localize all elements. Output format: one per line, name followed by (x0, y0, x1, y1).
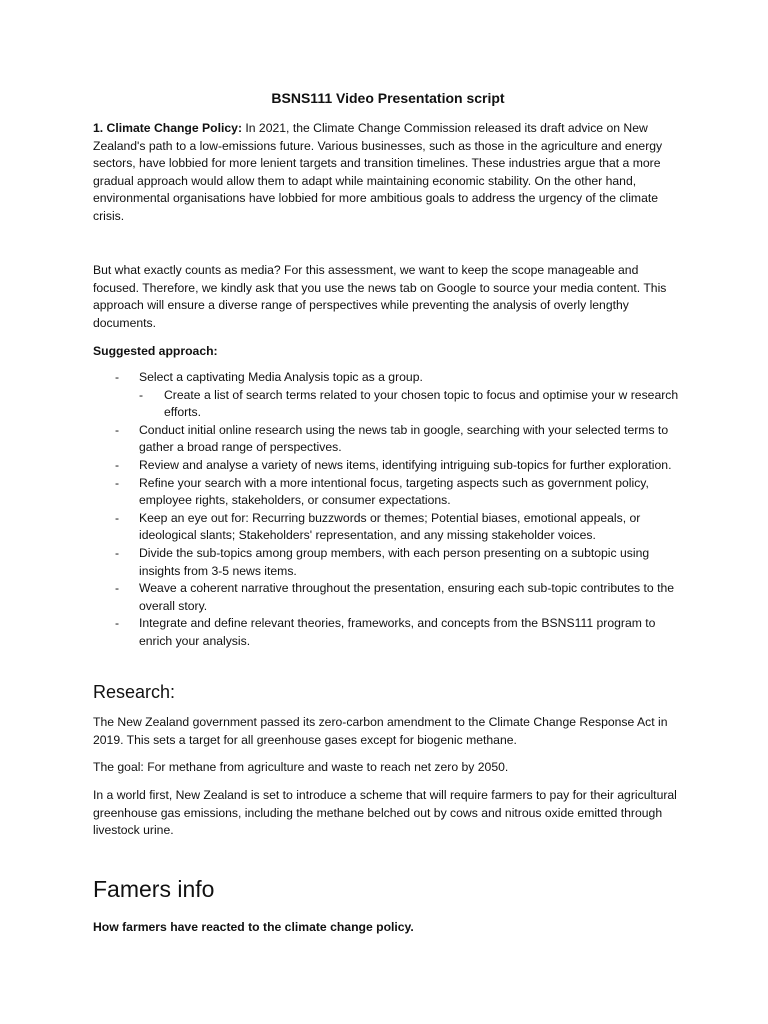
list-item: - Conduct initial online research using the news tab in google, searching with your selected terms to gather a broad range of perspectives. (115, 422, 669, 455)
list-item: - Create a list of search terms related to your chosen topic to focus and optimise your w research efforts. (139, 387, 679, 420)
research-paragraph-3: In a world first, New Zealand is set to introduce a scheme that will require farmers to pay for their agricultural greenhouse gas emissions, including the methane belched out by cows and nitrous oxide emitted through livestock urine. (93, 788, 677, 838)
farmers-subheading: How farmers have reacted to the climate change policy. (93, 920, 414, 934)
media-paragraph: But what exactly counts as media? For this assessment, we want to keep the scope manageable and focused. Therefore, we kindly ask that you use the news tab on Google to source your media content. This approach will ensure a diverse range of perspectives while preventing the analysis of overly lengthy documents. (93, 263, 667, 330)
list-item: - Weave a coherent narrative throughout the presentation, ensuring each sub-topic contributes to the overall story. (115, 581, 675, 613)
research-paragraph-2: The goal: For methane from agriculture and waste to reach net zero by 2050. (93, 760, 509, 774)
list-item: - Keep an eye out for: Recurring buzzwords or themes; Potential biases, emotional appeals, or ideological slants; Stakeholders' representation, and any missing stakeholder voices. (115, 510, 641, 543)
list-item: - Select a captivating Media Analysis topic as a group. (115, 370, 423, 384)
suggested-approach-list (93, 369, 683, 651)
intro-label: 1. Climate Change Policy: (93, 121, 242, 135)
research-heading: Research: (93, 682, 176, 702)
farmers-heading: Famers info (93, 876, 215, 902)
list-item: - Integrate and define relevant theories, frameworks, and concepts from the BSNS111 program to enrich your analysis. (115, 616, 656, 648)
list-item: - Divide the sub-topics among group members, with each person presenting on a subtopic using insights from 3-5 news items. (115, 545, 650, 578)
list-item: - Refine your search with a more intentional focus, targeting aspects such as government policy, employee rights, stakeholders, or consumer expectations. (115, 475, 649, 508)
intro-text: In 2021, the Climate Change Commission released its draft advice on New Zealand's path to a low-emissions future. Various businesses, such as those in the agriculture and energy sectors, have lobbied for more lenient targets and transition timelines. These industries argue that a more gradual approach would allow them to adapt while maintaining economic stability. On the other hand, environmental organisations have lobbied for more ambitious goals to address the urgency of the climate crisis. (93, 121, 663, 223)
suggested-approach-heading: Suggested approach: (93, 344, 218, 358)
list-item: - Review and analyse a variety of news items, identifying intriguing sub-topics for further exploration. (115, 457, 672, 472)
intro-paragraph (93, 120, 683, 226)
research-paragraph-1: The New Zealand government passed its zero-carbon amendment to the Climate Change Response Act in 2019. This sets a target for all greenhouse gases except for biogenic methane. (93, 715, 668, 747)
document-title: BSNS111 Video Presentation script (271, 90, 505, 106)
